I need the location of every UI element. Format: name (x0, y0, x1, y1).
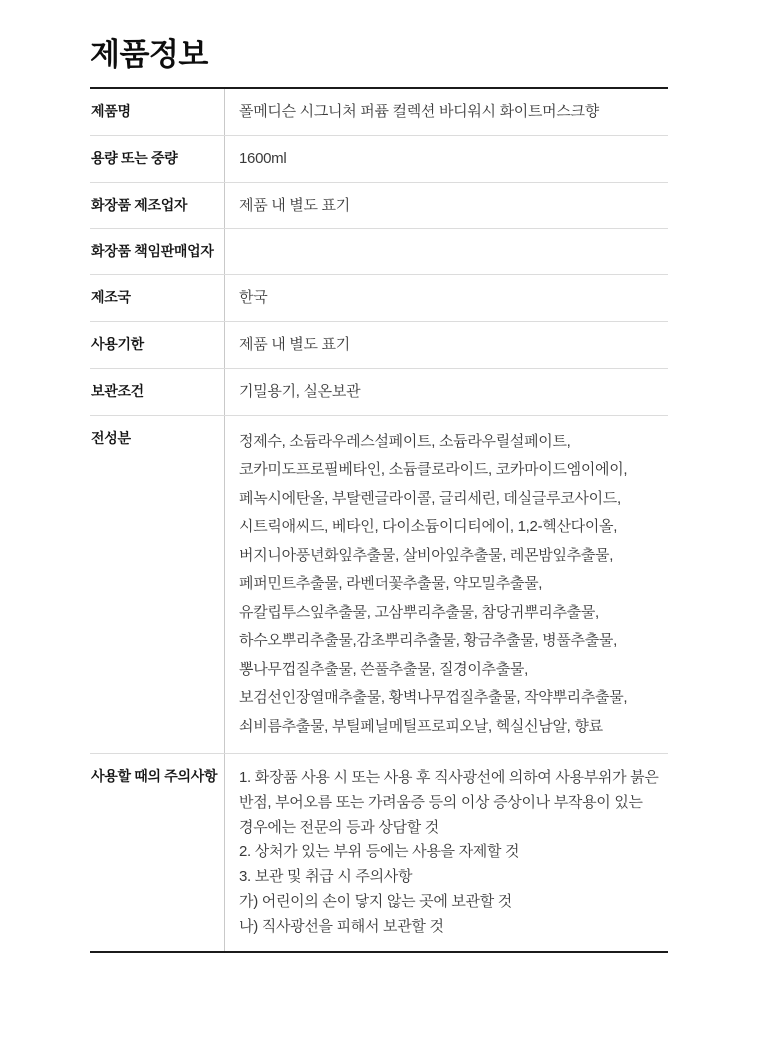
row-value: 1600ml (224, 136, 668, 182)
table-row-manufacturer (90, 183, 668, 230)
row-value: 제품 내 별도 표기 (224, 322, 668, 368)
row-value: 폴메디슨 시그니처 퍼퓸 컬렉션 바디워시 화이트머스크향 (224, 89, 668, 135)
row-label: 용량 또는 중량 (91, 149, 178, 166)
row-label: 사용기한 (91, 336, 144, 353)
table-row-ingredients (90, 416, 668, 755)
row-label: 사용할 때의 주의사항 (91, 768, 218, 785)
row-label: 화장품 제조업자 (91, 196, 188, 213)
table-row-expiration (90, 322, 668, 369)
row-label: 화장품 책임판매업자 (91, 243, 214, 260)
row-value: 기밀용기, 실온보관 (224, 369, 668, 415)
row-label: 제품명 (91, 103, 131, 120)
row-label: 제조국 (91, 289, 131, 306)
table-row-usage-cautions (90, 754, 668, 951)
product-info-table (90, 87, 668, 953)
row-label: 보관조건 (91, 382, 144, 399)
table-row-storage-conditions (90, 369, 668, 416)
table-row-volume (90, 136, 668, 183)
table-row-product-name (90, 89, 668, 136)
row-value: 한국 (224, 275, 668, 321)
table-row-country-of-origin (90, 275, 668, 322)
row-value (224, 229, 668, 274)
row-value: 제품 내 별도 표기 (224, 183, 668, 229)
row-value: 정제수, 소듐라우레스설페이트, 소듐라우릴설페이트, 코카미도프로필베타인, 소듐클로라이드, 코카마이드엠이에이, 페녹시에탄올, 부탈렌글라이콜, 글리세린, 데실글루코사이드, 시트릭애씨드, 베타인, 다이소듐이디티에이, 1,2-헥산다이올, 버지니아풍년화잎추출물, 살비아잎추출물, 레몬밤잎추출물, 페퍼민트추출물, 라벤더꽃추출물, 약모밀추출물, 유칼립투스잎추출물, 고삼뿌리추출물, 참당귀뿌리추출물, 하수오뿌리추출물,감초뿌리추출물, 황금추출물, 병풀추출물, 뽕나무껍질추출물, 쓴풀추출물, 질경이추출물, 보검선인장열매추출물, 황벽나무껍질추출물, 작약뿌리추출물, 쇠비름추출물, 부틸페닐메틸프로피오날, 헥실신남알, 향료 (224, 416, 668, 754)
row-value: 1. 화장품 사용 시 또는 사용 후 직사광선에 의하여 사용부위가 붉은 반점, 부어오름 또는 가려움증 등의 이상 증상이나 부작용이 있는 경우에는 전문의 등과 상담할 것 2. 상처가 있는 부위 등에는 사용을 자제할 것 3. 보관 및 취급 시 주의사항 가) 어린이의 손이 닿지 않는 곳에 보관할 것 나) 직사광선을 피해서 보관할 것 (224, 754, 668, 951)
page-title: 제품정보 (90, 37, 208, 72)
table-row-responsible-seller (90, 229, 668, 275)
row-label: 전성분 (91, 429, 131, 446)
